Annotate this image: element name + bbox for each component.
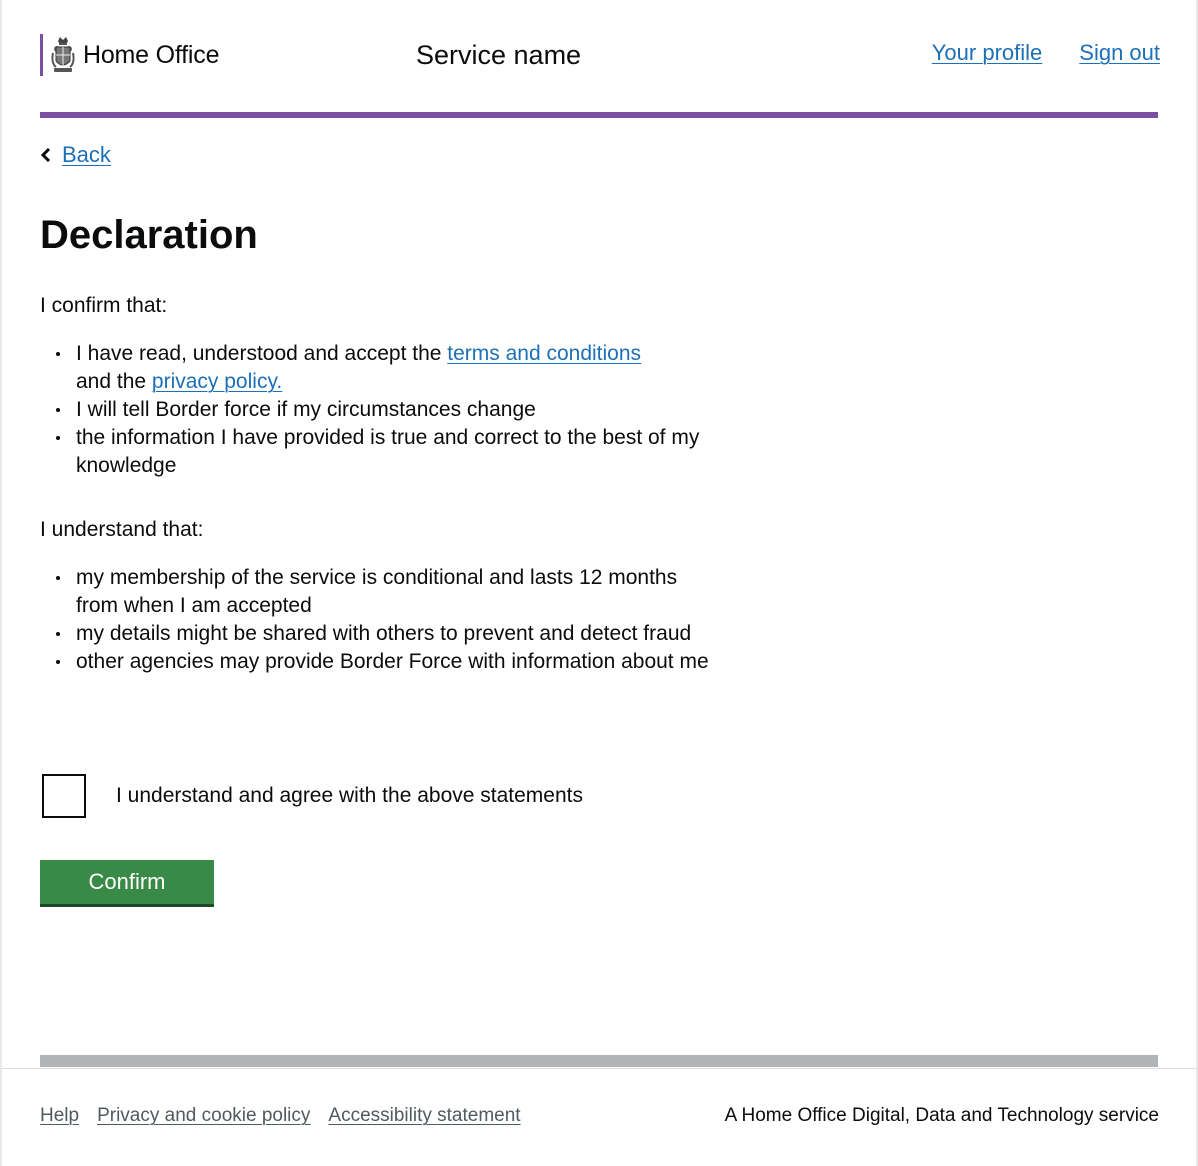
page-title: Declaration [40, 213, 258, 257]
confirm-intro: I confirm that: [40, 294, 168, 317]
royal-crest-icon [51, 35, 75, 75]
chevron-left-icon [40, 148, 52, 162]
service-name[interactable]: Service name [416, 40, 582, 70]
footer-credit: A Home Office Digital, Data and Technology service [724, 1105, 1159, 1126]
home-office-logo[interactable] [40, 34, 219, 76]
footer-divider [40, 1055, 1158, 1067]
your-profile-link[interactable]: Your profile [931, 40, 1043, 65]
list-item [40, 340, 720, 396]
list-item: my membership of the service is conditional and lasts 12 months from when I am accepted [40, 564, 720, 620]
list-item: I will tell Border force if my circumstances change [40, 396, 720, 424]
agree-checkbox[interactable] [42, 774, 86, 818]
agree-checkbox-label[interactable]: I understand and agree with the above statements [116, 784, 583, 807]
list-item: other agencies may provide Border Force with information about me [40, 648, 720, 676]
privacy-cookie-policy-link[interactable]: Privacy and cookie policy [97, 1105, 311, 1126]
agree-checkbox-row[interactable] [42, 774, 583, 818]
footer-nav [40, 1105, 521, 1127]
header-nav [932, 40, 1160, 66]
header-divider [40, 112, 1158, 118]
help-link[interactable]: Help [40, 1105, 80, 1126]
understand-list [40, 564, 720, 676]
logo-accent-bar [40, 34, 43, 76]
confirm-button[interactable]: Confirm [40, 860, 214, 904]
org-name: Home Office [83, 40, 220, 69]
confirm-list [40, 340, 720, 480]
terms-and-conditions-link[interactable]: terms and conditions [447, 342, 642, 365]
sign-out-link[interactable]: Sign out [1079, 40, 1160, 65]
list-item: my details might be shared with others to prevent and detect fraud [40, 620, 720, 648]
list-item: the information I have provided is true and correct to the best of my knowledge [40, 424, 720, 480]
list-item-text: I have read, understood and accept the [76, 342, 448, 365]
back-link[interactable] [40, 142, 111, 168]
site-header [40, 0, 1160, 112]
privacy-policy-link[interactable]: privacy policy. [151, 370, 283, 393]
understand-intro: I understand that: [40, 518, 204, 541]
site-footer [2, 1068, 1196, 1166]
back-label: Back [62, 142, 111, 167]
accessibility-statement-link[interactable]: Accessibility statement [328, 1105, 521, 1126]
list-item-text: and the [76, 370, 152, 393]
